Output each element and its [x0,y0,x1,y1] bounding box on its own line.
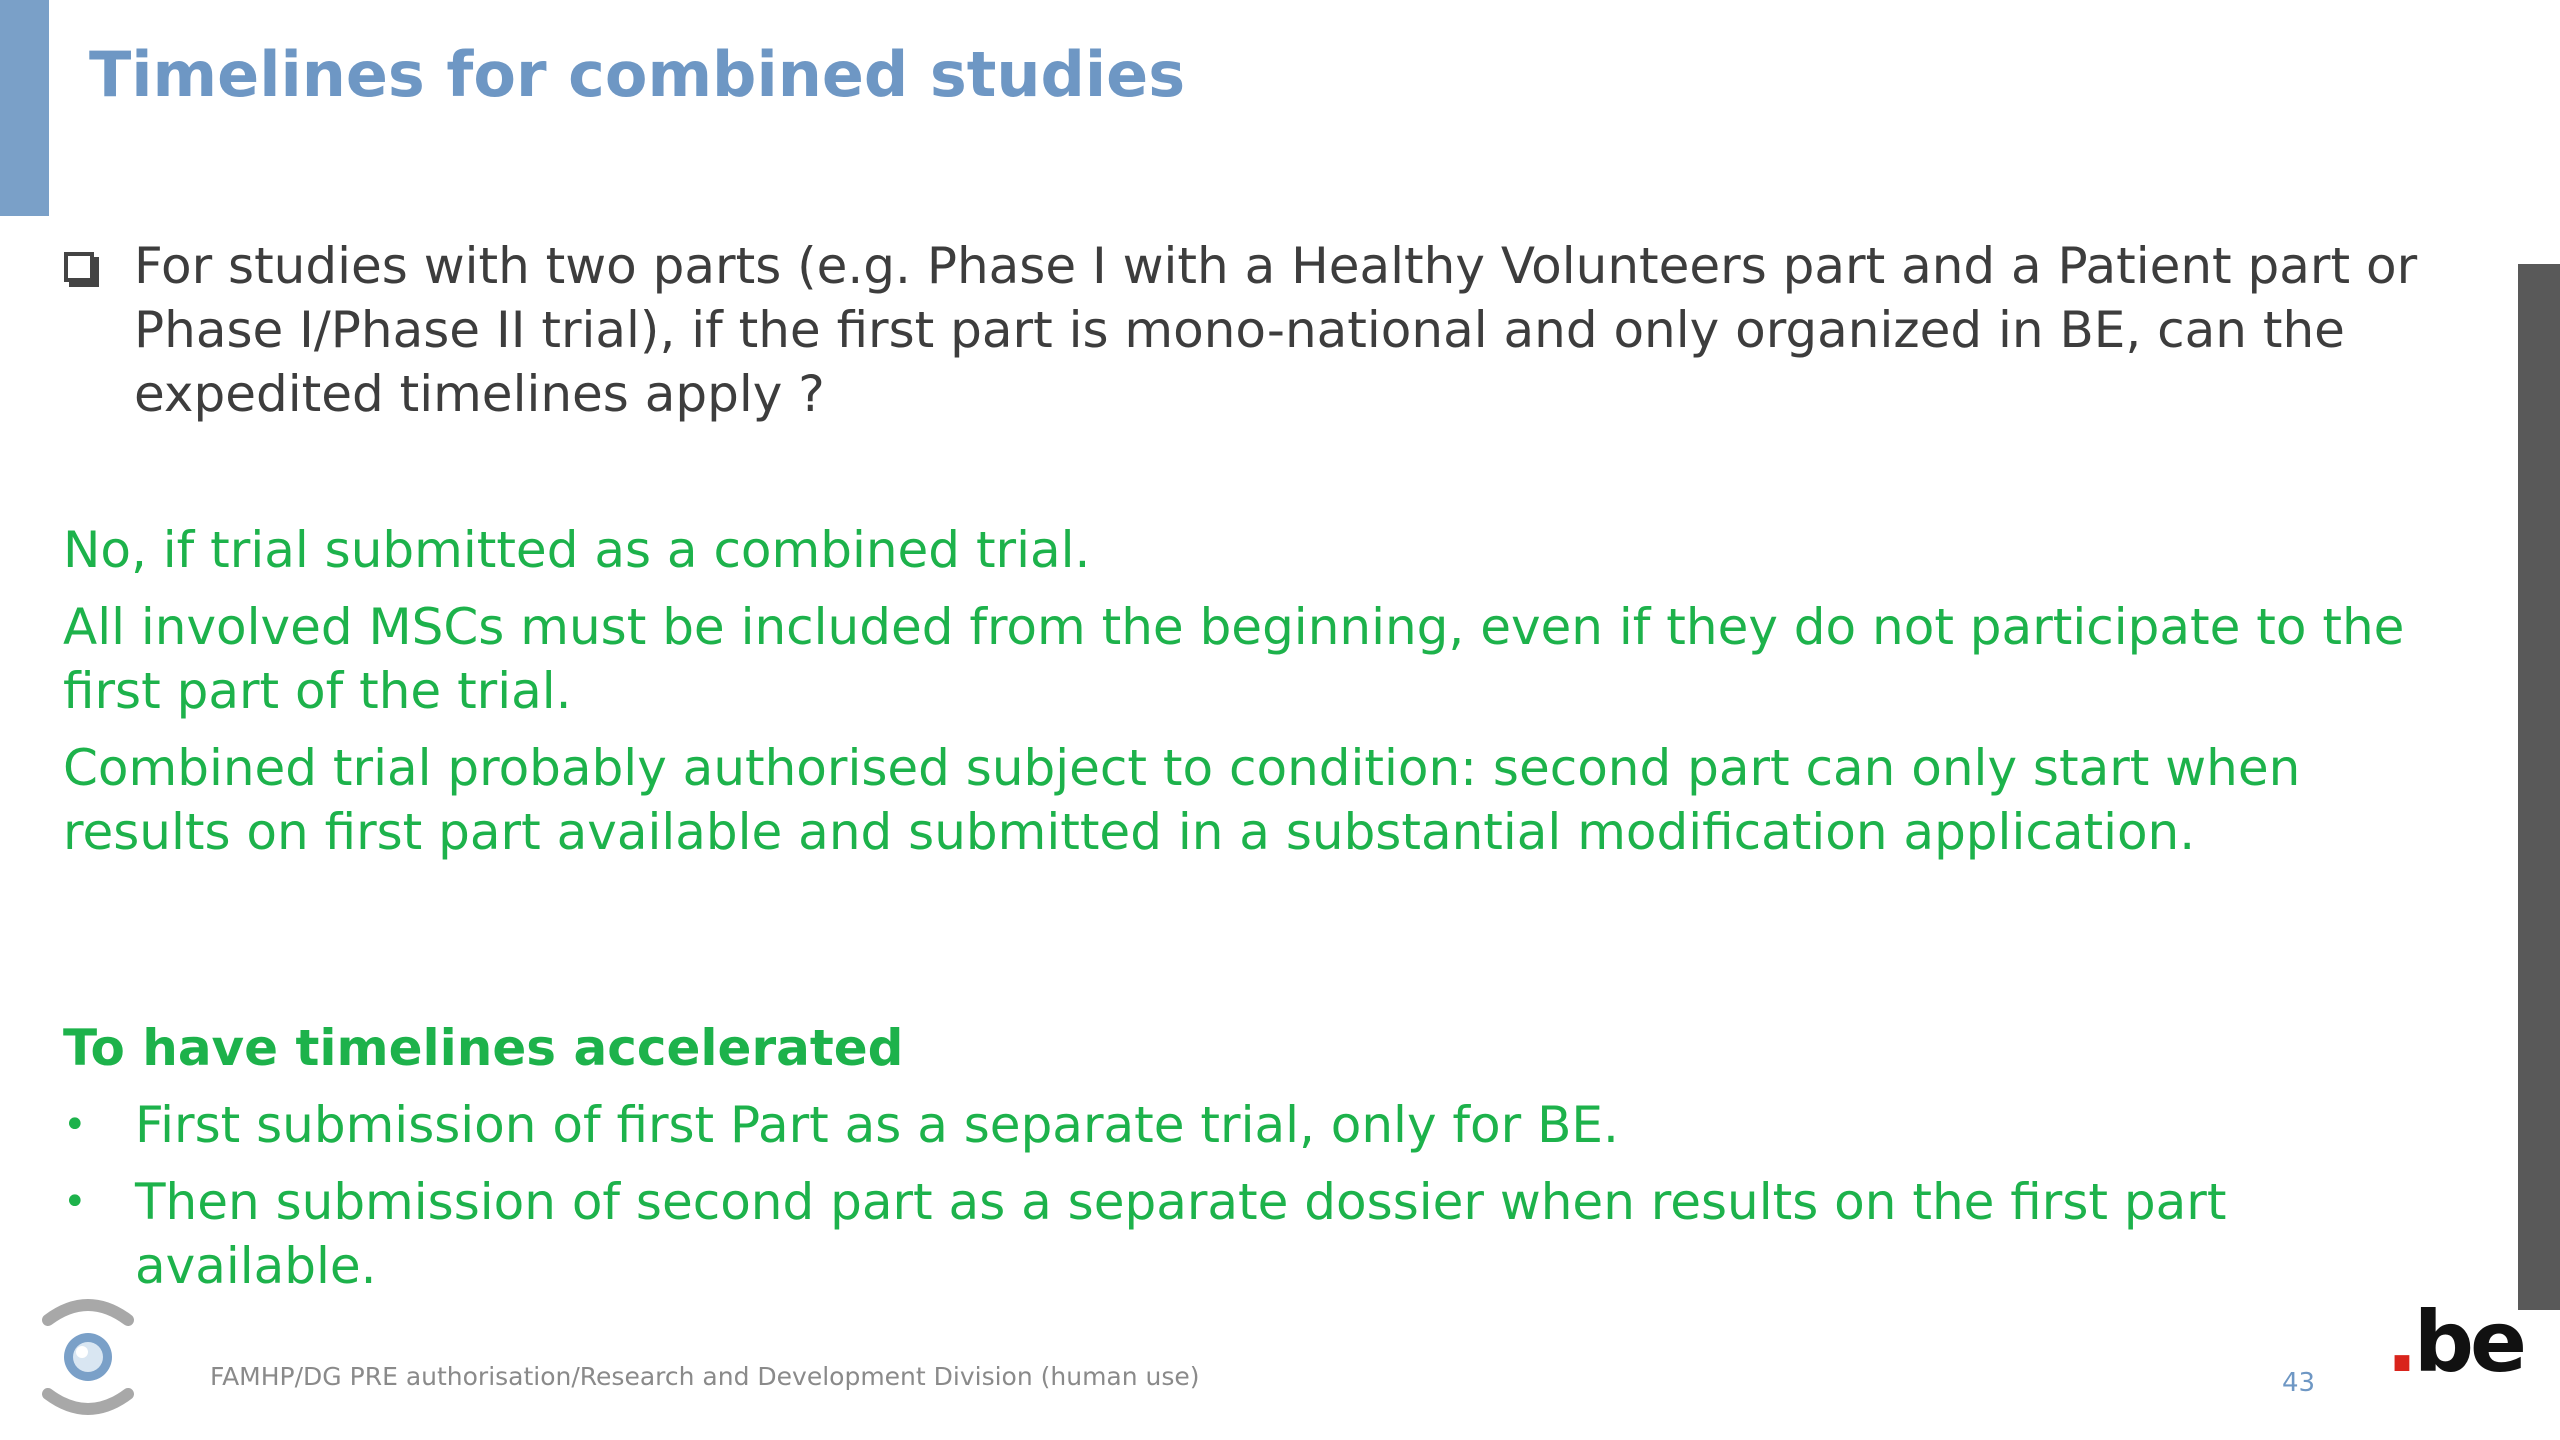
question-block [64,234,2444,426]
footer-text: FAMHP/DG PRE authorisation/Research and Development Division (human use) [210,1362,1200,1391]
checkbox-bullet-icon [64,252,94,282]
bullet-dot-icon: • [63,1179,87,1225]
page-number: 43 [2282,1368,2316,1398]
list-item [63,1093,2443,1157]
be-logo-text: be [2413,1293,2524,1391]
answer-paragraph-2: All involved MSCs must be included from the beginning, even if they do not participate to the first part of the trial. [63,598,2405,720]
bullet-text: First submission of first Part as a separate trial, only for BE. [135,1096,1619,1154]
bullet-text: Then submission of second part as a separate dossier when results on the first part available. [135,1173,2227,1295]
question-text: For studies with two parts (e.g. Phase I with a Healthy Volunteers part and a Patient part or Phase I/Phase II trial), if the first part is mono-national and only organized in BE, can the expedited timelines apply ? [134,237,2418,423]
side-decoration-bar [2518,264,2560,1310]
title-accent-bar [0,0,49,216]
be-logo [2386,1293,2524,1391]
slide-title: Timelines for combined studies [89,38,1186,111]
list-item [63,1170,2443,1298]
famhp-logo-icon [38,1290,138,1424]
answer-paragraph-1: No, if trial submitted as a combined trial. [63,521,1091,579]
be-logo-dot: . [2386,1293,2414,1391]
answer-paragraph-3: Combined trial probably authorised subject to condition: second part can only start when results on first part available and submitted in a substantial modification application. [63,739,2301,861]
bullet-dot-icon: • [63,1102,87,1148]
accelerated-heading: To have timelines accelerated [63,1019,904,1077]
accelerated-bullet-list [63,1093,2443,1311]
